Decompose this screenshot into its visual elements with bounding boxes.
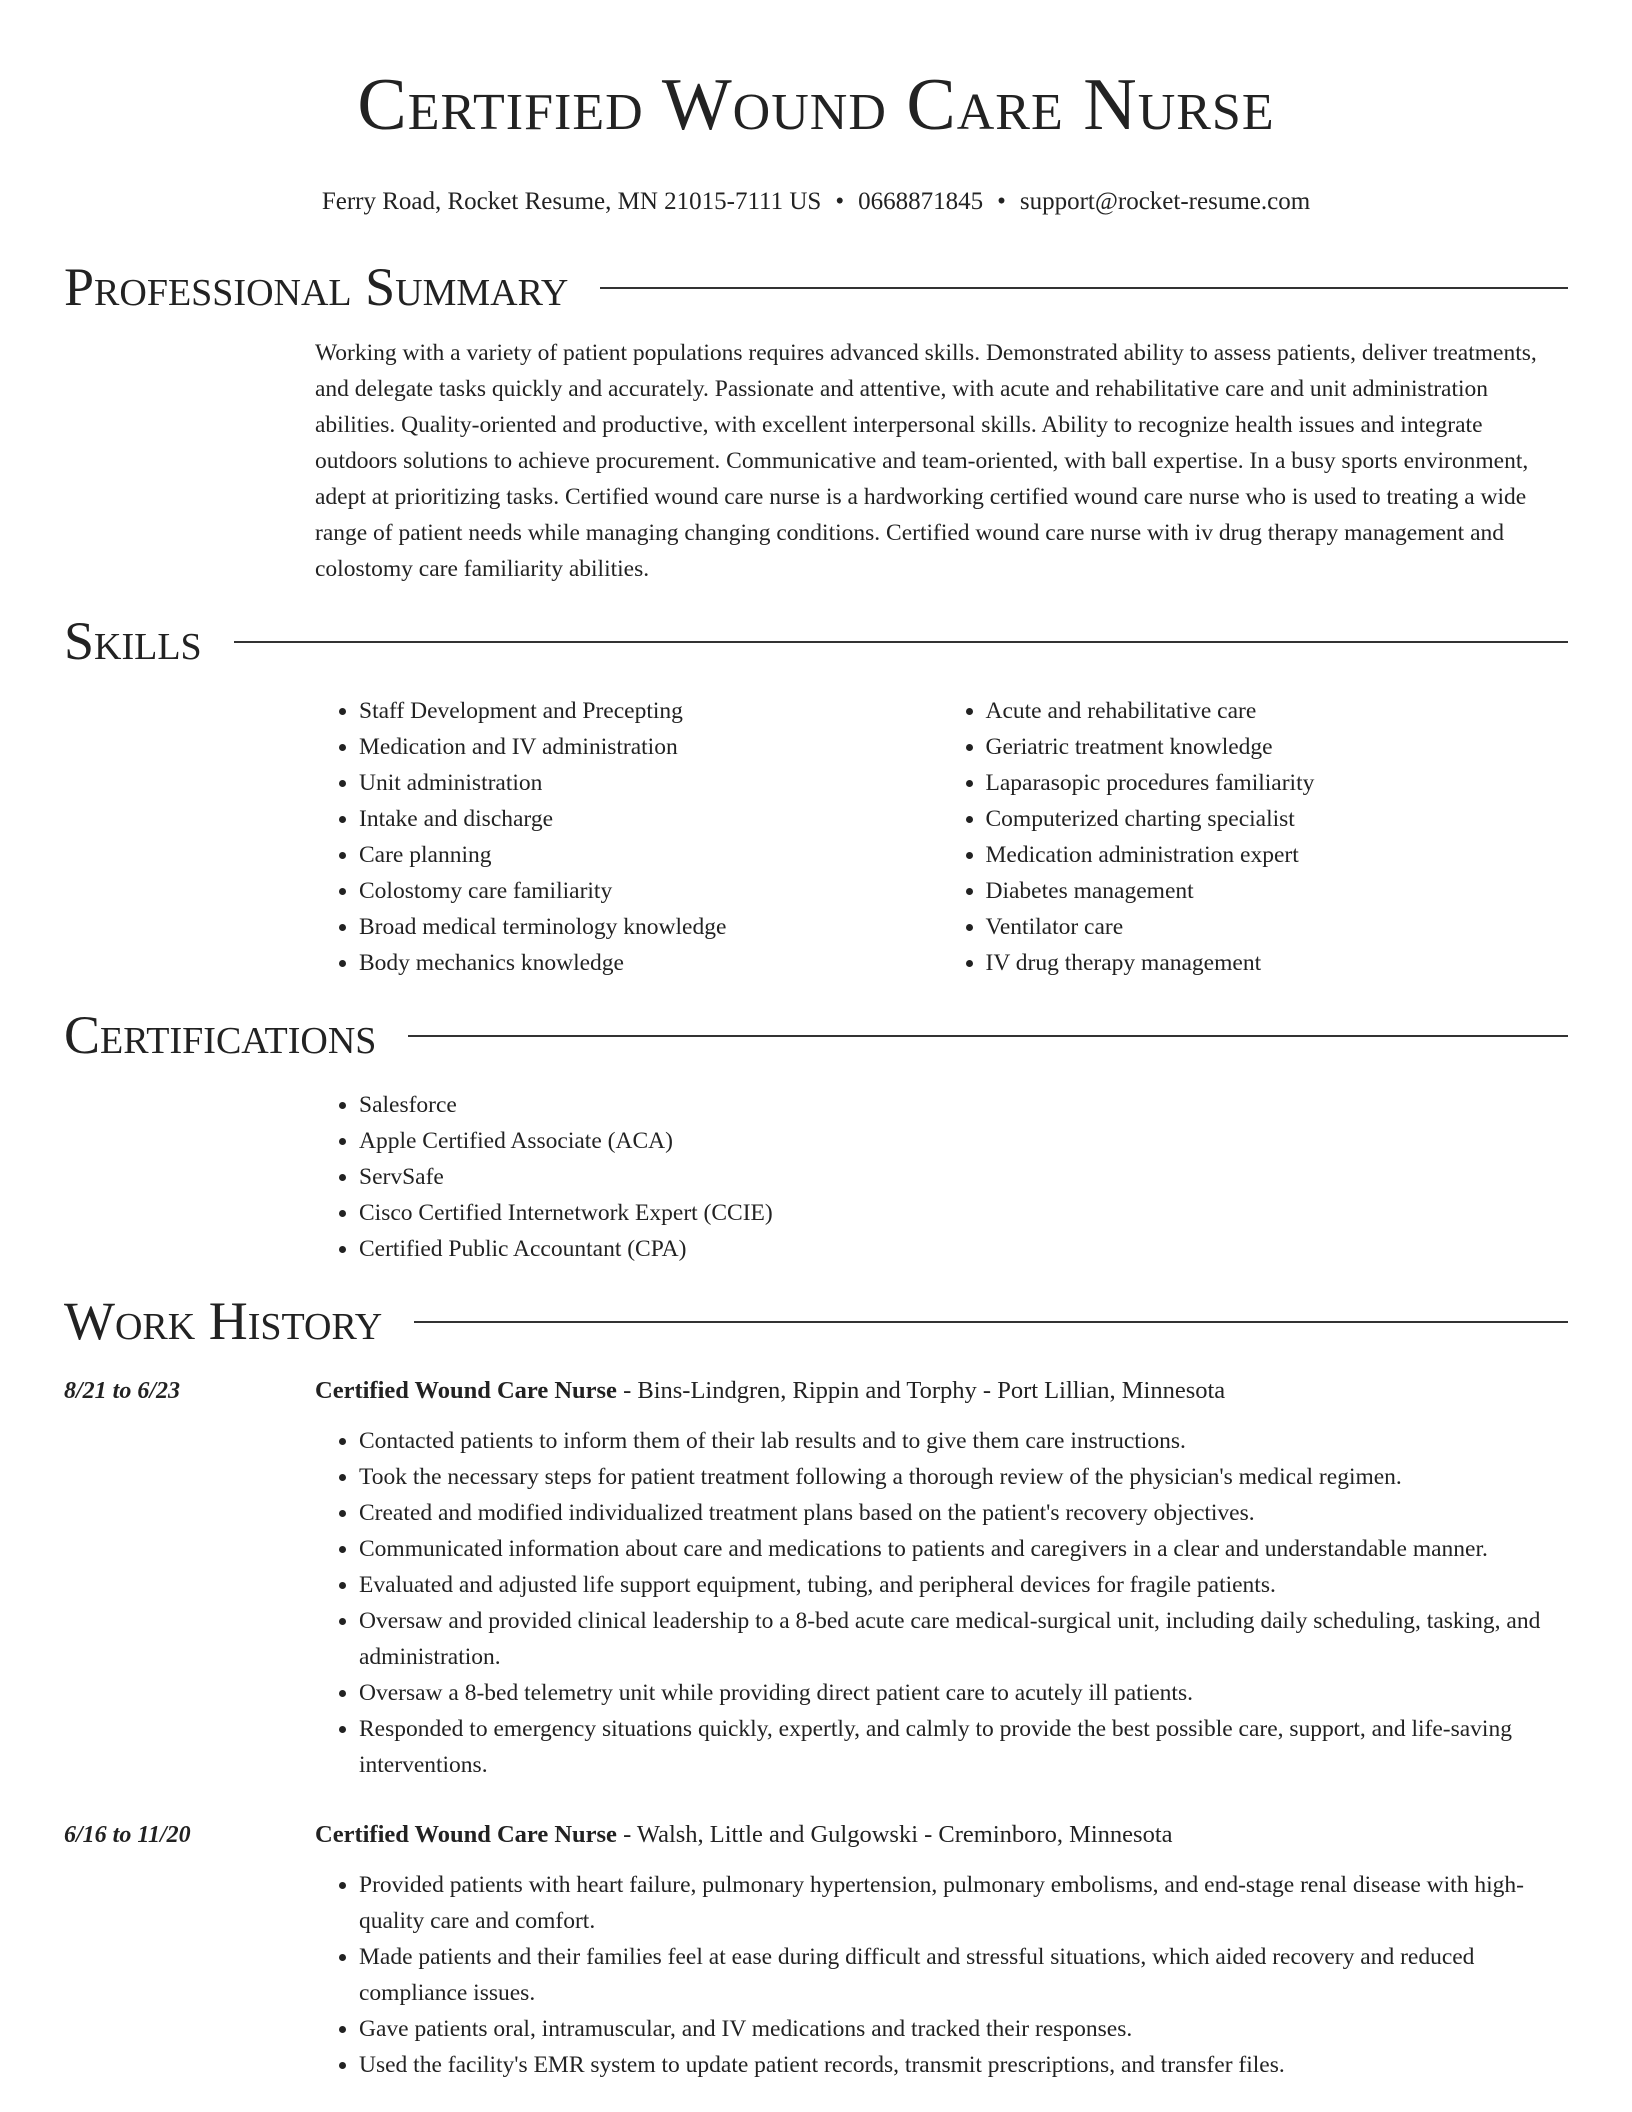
contact-line <box>64 186 1568 218</box>
job-bullets <box>315 1867 1568 2083</box>
job-entry <box>64 1373 1568 1783</box>
contact-phone: 0668871845 <box>858 188 984 215</box>
skill-item: • Staff Development and Precepting <box>359 693 942 729</box>
skill-item: • Laparasopic procedures familiarity <box>986 765 1569 801</box>
job-bullet: • Used the facility's EMR system to update patient records, transmit prescriptions, and transfer files. <box>359 2047 1568 2083</box>
skill-item: • IV drug therapy management <box>986 945 1569 981</box>
section-title-summary: Professional Summary <box>64 257 569 317</box>
section-title-skills: Skills <box>64 611 202 671</box>
section-title-work: Work History <box>64 1291 383 1351</box>
skill-item: • Care planning <box>359 837 942 873</box>
job-bullet: • Responded to emergency situations quickly, expertly, and calmly to provide the best possible care, support, and life-saving interventions. <box>359 1711 1568 1783</box>
summary-body <box>315 335 1568 587</box>
contact-separator: • <box>835 188 845 215</box>
section-title-certifications: Certifications <box>64 1005 377 1065</box>
section-divider <box>408 1035 1568 1037</box>
job-entry <box>64 1817 1568 2083</box>
certification-item: • Certified Public Accountant (CPA) <box>359 1231 1568 1267</box>
skill-item: • Medication administration expert <box>986 837 1569 873</box>
job-bullet: • Oversaw a 8-bed telemetry unit while providing direct patient care to acutely ill patients. <box>359 1675 1568 1711</box>
skills-grid <box>315 693 1568 981</box>
job-details <box>315 1817 1568 2083</box>
job-title: Certified Wound Care Nurse <box>315 1377 617 1404</box>
job-employer: - Walsh, Little and Gulgowski - Creminboro, Minnesota <box>616 1821 1173 1848</box>
job-bullet: • Gave patients oral, intramuscular, and IV medications and tracked their responses. <box>359 2011 1568 2047</box>
contact-address: Ferry Road, Rocket Resume, MN 21015-7111 US <box>321 188 822 215</box>
job-bullet: • Communicated information about care and medications to patients and caregivers in a clear and understandable manner. <box>359 1531 1568 1567</box>
section-header-summary <box>64 255 1568 319</box>
resume-name: Certified Wound Care Nurse <box>357 64 1275 146</box>
certification-item: • Salesforce <box>359 1087 1568 1123</box>
skill-item: • Unit administration <box>359 765 942 801</box>
job-dates: 8/21 to 6/23 <box>64 1378 181 1404</box>
skill-item: • Intake and discharge <box>359 801 942 837</box>
skill-item: • Ventilator care <box>986 909 1569 945</box>
skill-item: • Medication and IV administration <box>359 729 942 765</box>
job-dates: 6/16 to 11/20 <box>64 1822 191 1848</box>
skill-item: • Acute and rehabilitative care <box>986 693 1569 729</box>
skill-item: • Colostomy care familiarity <box>359 873 942 909</box>
skills-list-left <box>315 693 942 981</box>
section-header-skills <box>64 609 1568 673</box>
contact-email: support@rocket-resume.com <box>1019 188 1311 215</box>
job-bullet: • Oversaw and provided clinical leadership to a 8-bed acute care medical-surgical unit, including daily scheduling, tasking, and administration. <box>359 1603 1568 1675</box>
certification-item: • Cisco Certified Internetwork Expert (CCIE) <box>359 1195 1568 1231</box>
section-divider <box>414 1321 1568 1323</box>
contact-separator: • <box>997 188 1006 215</box>
job-bullet: • Contacted patients to inform them of their lab results and to give them care instructions. <box>359 1423 1568 1459</box>
job-bullet: • Provided patients with heart failure, pulmonary hypertension, pulmonary embolisms, and end-stage renal disease with high-quality care and comfort. <box>359 1867 1568 1939</box>
job-bullet: • Made patients and their families feel at ease during difficult and stressful situations, which aided recovery and reduced compliance issues. <box>359 1939 1568 2011</box>
job-bullet: • Took the necessary steps for patient treatment following a thorough review of the physician's medical regimen. <box>359 1459 1568 1495</box>
skill-item: • Body mechanics knowledge <box>359 945 942 981</box>
skills-body <box>315 693 1568 981</box>
skill-item: • Diabetes management <box>986 873 1569 909</box>
job-employer: - Bins-Lindgren, Rippin and Torphy - Port Lillian, Minnesota <box>616 1377 1226 1404</box>
job-title: Certified Wound Care Nurse <box>315 1821 617 1848</box>
certification-item: • Apple Certified Associate (ACA) <box>359 1123 1568 1159</box>
section-divider <box>600 287 1568 289</box>
job-details <box>315 1373 1568 1783</box>
skill-item: • Computerized charting specialist <box>986 801 1569 837</box>
certifications-body <box>315 1087 1568 1267</box>
summary-text: Working with a variety of patient populations requires advanced skills. Demonstrated ability to assess patients, deliver treatments, and delegate tasks quickly and accurately. Passionate and attentive, with acute and rehabilitative care and unit administration abilities. Quality-oriented and productive, with excellent interpersonal skills. Ability to recognize health issues and integrate outdoors solutions to achieve procurement. Communicative and team-oriented, with ball expertise. In a busy sports environment, adept at prioritizing tasks. Certified wound care nurse is a hardworking certified wound care nurse who is used to treating a wide range of patient needs while managing changing conditions. Certified wound care nurse with iv drug therapy management and colostomy care familiarity abilities. <box>315 340 1537 582</box>
job-bullet: • Created and modified individualized treatment plans based on the patient's recovery objectives. <box>359 1495 1568 1531</box>
certification-item: • ServSafe <box>359 1159 1568 1195</box>
certifications-list <box>315 1087 1568 1267</box>
job-title-line <box>315 1817 1568 1853</box>
skill-item: • Broad medical terminology knowledge <box>359 909 942 945</box>
job-bullet: • Evaluated and adjusted life support equipment, tubing, and peripheral devices for fragile patients. <box>359 1567 1568 1603</box>
skills-list-right <box>942 693 1569 981</box>
section-divider <box>234 641 1568 643</box>
section-header-certifications <box>64 1003 1568 1067</box>
skill-item: • Geriatric treatment knowledge <box>986 729 1569 765</box>
job-bullets <box>315 1423 1568 1783</box>
job-title-line <box>315 1373 1568 1409</box>
section-header-work <box>64 1289 1568 1353</box>
